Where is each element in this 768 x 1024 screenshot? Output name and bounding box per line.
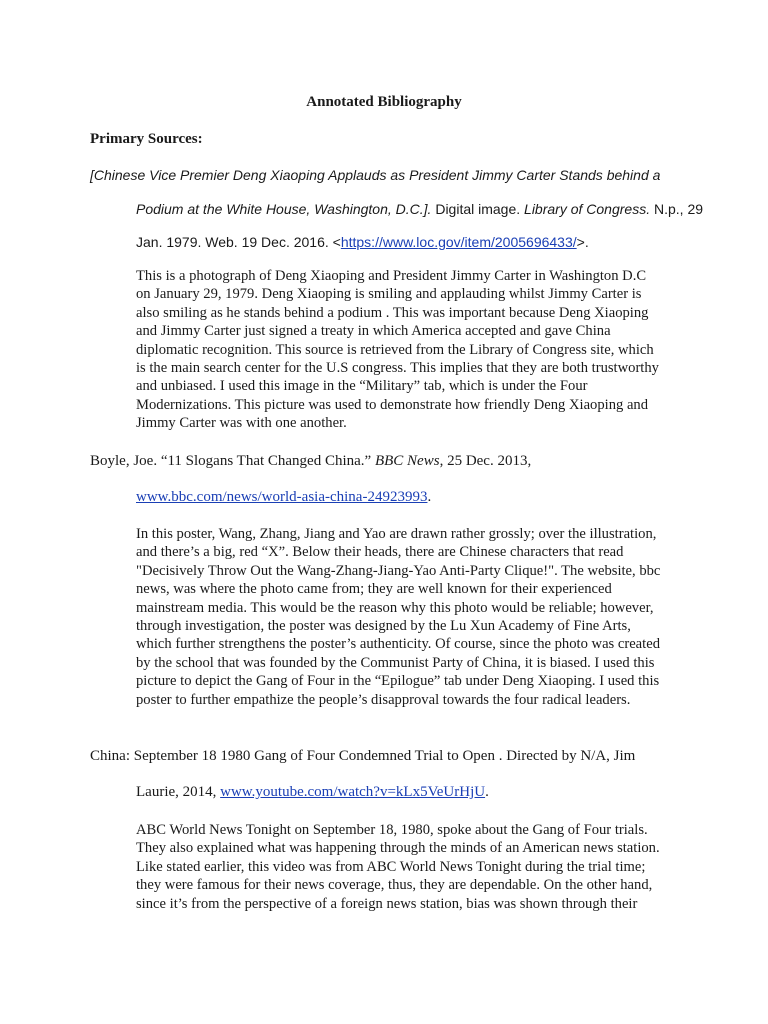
citation-1-dates: Jan. 1979. Web. 19 Dec. 2016. < (136, 234, 341, 250)
citation-1-end: >. (576, 234, 589, 250)
annotation-2: In this poster, Wang, Zhang, Jiang and Yao are drawn rather grossly; over the illustration, and there’s a big, red “X”. Below their heads, there are Chinese characters that read "Decisively Throw Out the Wang-Zhang-Jiang-Yao Anti-Party Clique!". The website, bbc news, was where the photo came from; they are well known for their experienced mainstream media. This would be the reason why this photo would be reliable; however, through investigation, the poster was designed by the Lu Xun Academy of Fine Arts, which further strengthens the poster’s authenticity. Of course, since the photo was created by the school that was founded by the Communist Party of China, it is biased. I used this picture to depict the Gang of Four in the “Epilogue” tab under Deng Xiaoping. I used this poster to further empathize the people’s disapproval towards the four radical leaders. (136, 526, 661, 708)
annotation-3: ABC World News Tonight on September 18, 1980, spoke about the Gang of Four trials. They also explained what was happening through the minds of an American news station. Like stated earlier, this video was from ABC World News Tonight during the trial time; they were famous for their news coverage, thus, they are dependable. On the other hand, since it’s from the perspective of a foreign news station, bias was shown through their (136, 822, 660, 912)
citation-3-link[interactable]: www.youtube.com/watch?v=kLx5VeUrHjU (220, 784, 486, 800)
citation-2-date: , 25 Dec. 2013, (439, 453, 532, 469)
citation-1-line-3 (136, 234, 589, 250)
citation-3-end: . (485, 784, 489, 800)
citation-1-link[interactable]: https://www.loc.gov/item/2005696433/ (340, 234, 577, 250)
document-title: Annotated Bibliography (306, 94, 462, 110)
citation-2-link[interactable]: www.bbc.com/news/world-asia-china-24923993 (136, 489, 428, 505)
primary-sources-heading: Primary Sources: (90, 131, 203, 147)
citation-3-line-1: China: September 18 1980 Gang of Four Condemned Trial to Open . Directed by N/A, Jim (90, 748, 636, 764)
citation-1-line-1: [Chinese Vice Premier Deng Xiaoping Applauds as President Jimmy Carter Stands behind a (90, 167, 661, 183)
citation-2-line-2 (136, 489, 431, 506)
citation-3-author: Laurie, 2014, (136, 784, 221, 800)
citation-2-author-title: Boyle, Joe. “11 Slogans That Changed China.” (90, 453, 375, 469)
citation-1-title: Podium at the White House, Washington, D.C.]. (136, 201, 432, 217)
citation-2-line-1 (90, 453, 531, 470)
citation-1-line-2 (136, 201, 703, 217)
citation-1-medium: Digital image. (431, 201, 525, 217)
citation-2-source: BBC News (374, 453, 440, 469)
citation-1-publisher: N.p., 29 (650, 201, 704, 217)
citation-2-end: . (427, 489, 432, 505)
annotation-1: This is a photograph of Deng Xiaoping and President Jimmy Carter in Washington D.C on January 29, 1979. Deng Xiaoping is smiling and applauding whilst Jimmy Carter is also smiling as he stands behind a podium . This was important because Deng Xiaoping and Jimmy Carter just signed a treaty in which America accepted and gave China diplomatic recognition. This source is retrieved from the Library of Congress site, which is the main search center for the U.S congress. This implies that they are both trustworthy and unbiased. I used this image in the “Military” tab, which is under the Four Modernizations. This picture was used to demonstrate how friendly Deng Xiaoping and Jimmy Carter was with one another. (136, 268, 659, 432)
citation-3-line-2 (136, 784, 489, 801)
citation-1-source: Library of Congress. (524, 201, 651, 217)
